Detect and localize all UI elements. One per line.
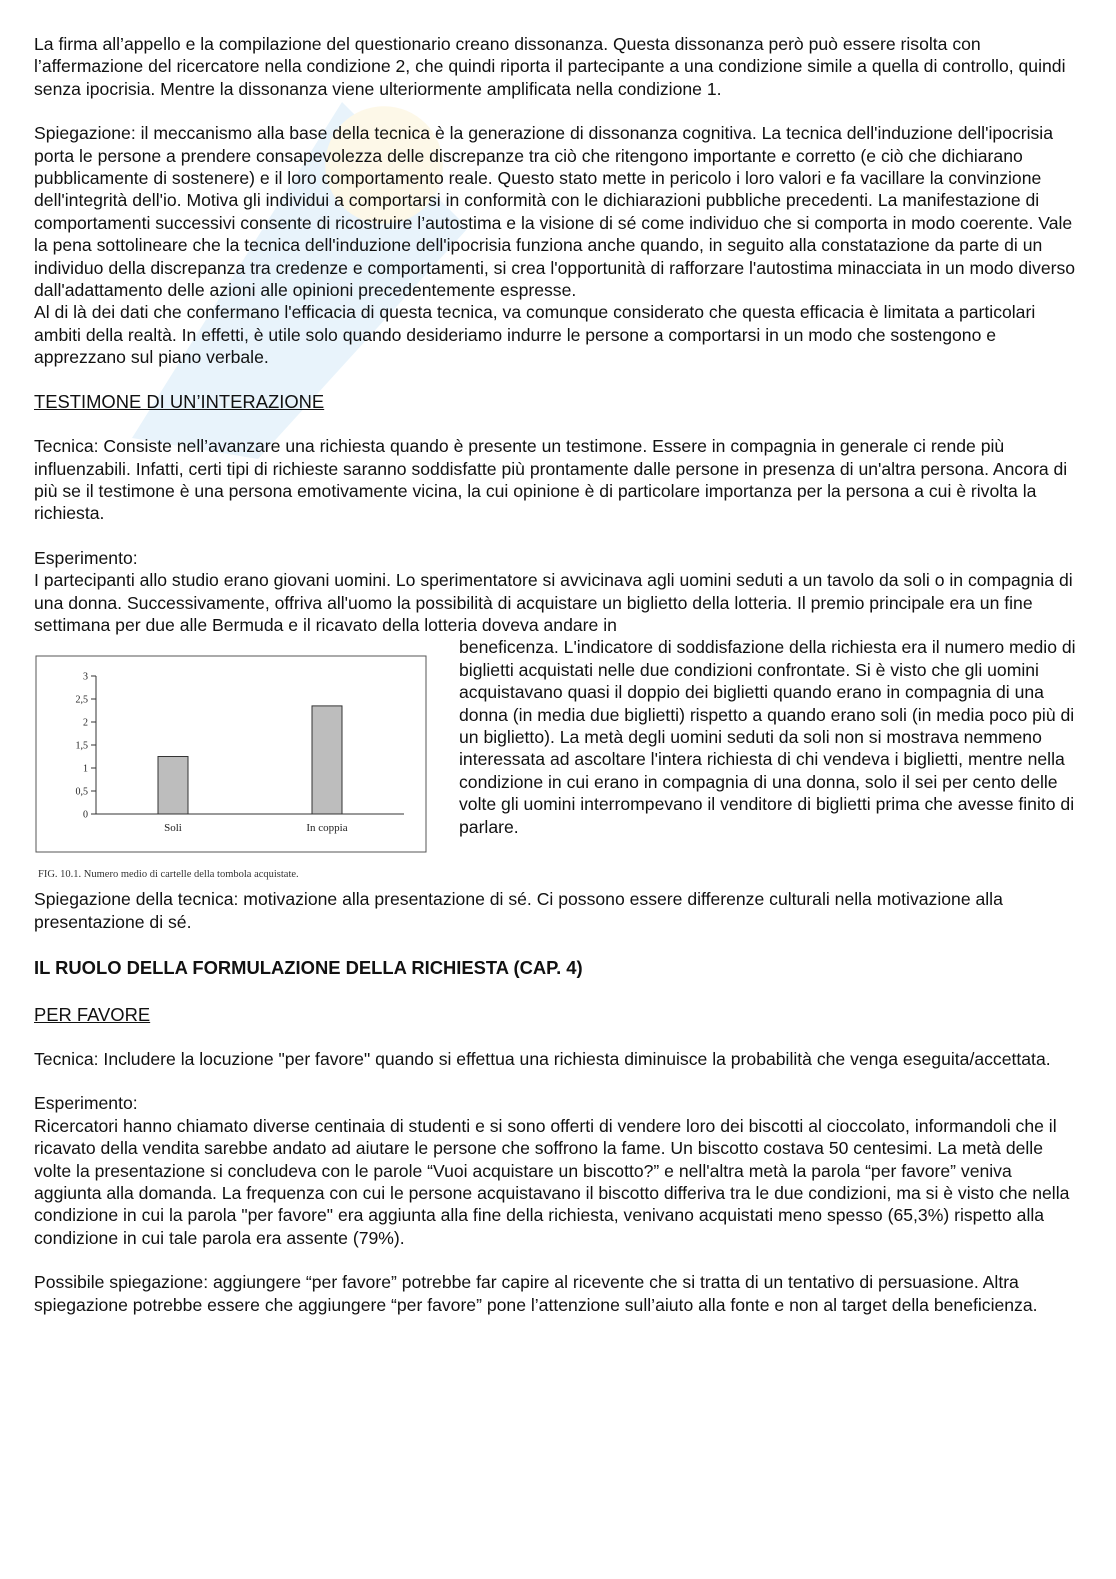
paragraph-testimone-esperimento: I partecipanti allo studio erano giovani uomini. Lo sperimentatore si avvicinava agli uomini seduti a un tavolo da soli o in compagnia di una donna. Successivamente, offriva all'uomo la possibilità di acquistare un biglietto della lotteria. Il premio principale era un fine settimana per due alle Bermuda e il ricavato della lotteria doveva andare in bbox=[34, 570, 1073, 635]
paragraph-efficacia: Al di là dei dati che confermano l'efficacia di questa tecnica, va comunque considerato che questa efficacia è limitata a particolari ambiti della realtà. In effetti, è utile solo quando desideriamo indurre le persone a comportarsi in un modo che sostengono e apprezzano sul piano verbale. bbox=[34, 302, 1036, 368]
figure-row bbox=[34, 636, 1082, 881]
paragraph-per-favore-spiegazione: Possibile spiegazione: aggiungere “per favore” potrebbe far capire al ricevente che si tratta di un tentativo di persuasione. Altra spiegazione potrebbe essere che aggiungere “per favore” pone l’attenzione sull’aiuto alla fonte e non al target della beneficienza. bbox=[34, 1272, 1038, 1315]
document-page bbox=[34, 33, 1082, 1316]
x-tick-label: Soli bbox=[164, 822, 182, 835]
bar-in-coppia bbox=[312, 706, 342, 814]
y-tick-label: 2,5 bbox=[75, 694, 88, 706]
chart-frame bbox=[36, 656, 426, 852]
paragraph-spiegazione-ipocrisia: Spiegazione: il meccanismo alla base della tecnica è la generazione di dissonanza cognitiva. La tecnica dell'induzione dell'ipocrisia porta le persone a prendere consapevolezza delle discrepanze tra ciò che ritengono importante e corretto (e ciò che dichiarano pubblicamente di sostenere) e il loro comportamento reale. Questo stato mette in pericolo i loro valori e fa vacillare la convinzione dell'integrità dell'io. Motiva gli individui a comportarsi in conformità con le dichiarazioni pubbliche precedenti. La manifestazione di comportamenti successivi consente di ricostruire l’autostima e la visione di sé come individuo che si comporta in modo coerente. Vale la pena sottolineare che la tecnica dell'induzione dell'ipocrisia funziona anche quando, in seguito alla constatazione da parte di un individuo della discrepanza tra credenze e comportamenti, si crea l'opportunità di rafforzare l'autostima minacciata in un modo diverso dall'adattamento delle azioni alle opinioni precedentemente espresse. bbox=[34, 123, 1076, 301]
paragraph-dissonanza: La firma all’appello e la compilazione del questionario creano dissonanza. Questa dissonanza però può essere risolta con l’affermazione del ricercatore nella condizione 2, che quindi riporta il partecipante a una condizione simile a quella di controllo, quindi senza ipocrisia. Mentre la dissonanza viene ulteriormente amplificata nella condizione 1. bbox=[34, 34, 1066, 99]
y-tick-label: 3 bbox=[83, 671, 88, 683]
bar-chart bbox=[34, 654, 429, 854]
heading-formulazione: IL RUOLO DELLA FORMULAZIONE DELLA RICHIESTA (CAP. 4) bbox=[34, 957, 583, 979]
label-testimone-esperimento: Esperimento: bbox=[34, 547, 138, 568]
figure-bar-chart bbox=[34, 654, 434, 886]
paragraph-per-favore-esperimento: Ricercatori hanno chiamato diverse centinaia di studenti e si sono offerti di vendere loro dei biscotti al cioccolato, informandoli che il ricavato della vendita sarebbe andato ad aiutare le persone che soffrono la fame. Un biscotto costava 50 centesimi. La metà delle volte la presentazione si concludeva con le parole “Vuoi acquistare un biscotto?” e nell'altra metà la parola “per favore” veniva aggiunta alla domanda. La frequenza con cui le persone acquistavano il biscotto differiva tra le due condizioni, ma si è visto che nella condizione in cui la parola "per favore" era aggiunta alla fine della richiesta, venivano acquistati meno spesso (65,3%) rispetto alla condizione in cui tale parola era assente (79%). bbox=[34, 1115, 1070, 1248]
y-tick-label: 1 bbox=[83, 763, 88, 775]
bar-soli bbox=[158, 757, 188, 815]
label-per-favore-esperimento: Esperimento: bbox=[34, 1093, 138, 1114]
paragraph-testimone-spiegazione: Spiegazione della tecnica: motivazione alla presentazione di sé. Ci possono essere differenze culturali nella motivazione alla presentazione di sé. bbox=[34, 889, 1003, 932]
heading-testimone: TESTIMONE DI UN’INTERAZIONE bbox=[34, 390, 325, 412]
figure-caption: FIG. 10.1. Numero medio di cartelle della tombola acquistate. bbox=[38, 869, 299, 881]
paragraph-testimone-tecnica: Tecnica: Consiste nell’avanzare una richiesta quando è presente un testimone. Essere in compagnia in generale ci rende più influenzabili. Infatti, certi tipi di richieste saranno soddisfatte più prontamente dalle persone in presenza di un'altra persona. Ancora di più se il testimone è una persona emotivamente vicina, la cui opinione è di particolare importanza per la persona a cui è rivolta la richiesta. bbox=[34, 436, 1068, 524]
y-tick-label: 1,5 bbox=[75, 740, 88, 752]
heading-per-favore: PER FAVORE bbox=[34, 1003, 151, 1025]
y-tick-label: 2 bbox=[83, 717, 88, 729]
x-tick-label: In coppia bbox=[306, 822, 348, 835]
paragraph-testimone-risultati: beneficenza. L'indicatore di soddisfazione della richiesta era il numero medio di biglietti acquistati nelle due condizioni confrontate. Si è visto che gli uomini acquistavano quasi il doppio dei biglietti quando erano in compagnia di una donna (in media due biglietti) rispetto a quando erano soli (in media poco più di un biglietto). La metà degli uomini seduti da soli non si mostrava nemmeno interessata ad ascoltare l'intera richiesta di chi vendeva i biglietti, mentre nella condizione in cui erano in compagnia di una donna, solo il sei per cento delle volte gli uomini interrompevano il venditore di biglietti prima che avesse finito di parlare. bbox=[459, 637, 1076, 837]
y-tick-label: 0,5 bbox=[75, 786, 88, 798]
y-tick-label: 0 bbox=[83, 809, 88, 821]
paragraph-per-favore-tecnica: Tecnica: Includere la locuzione "per favore" quando si effettua una richiesta diminuisce la probabilità che venga eseguita/accettata. bbox=[34, 1048, 1051, 1069]
